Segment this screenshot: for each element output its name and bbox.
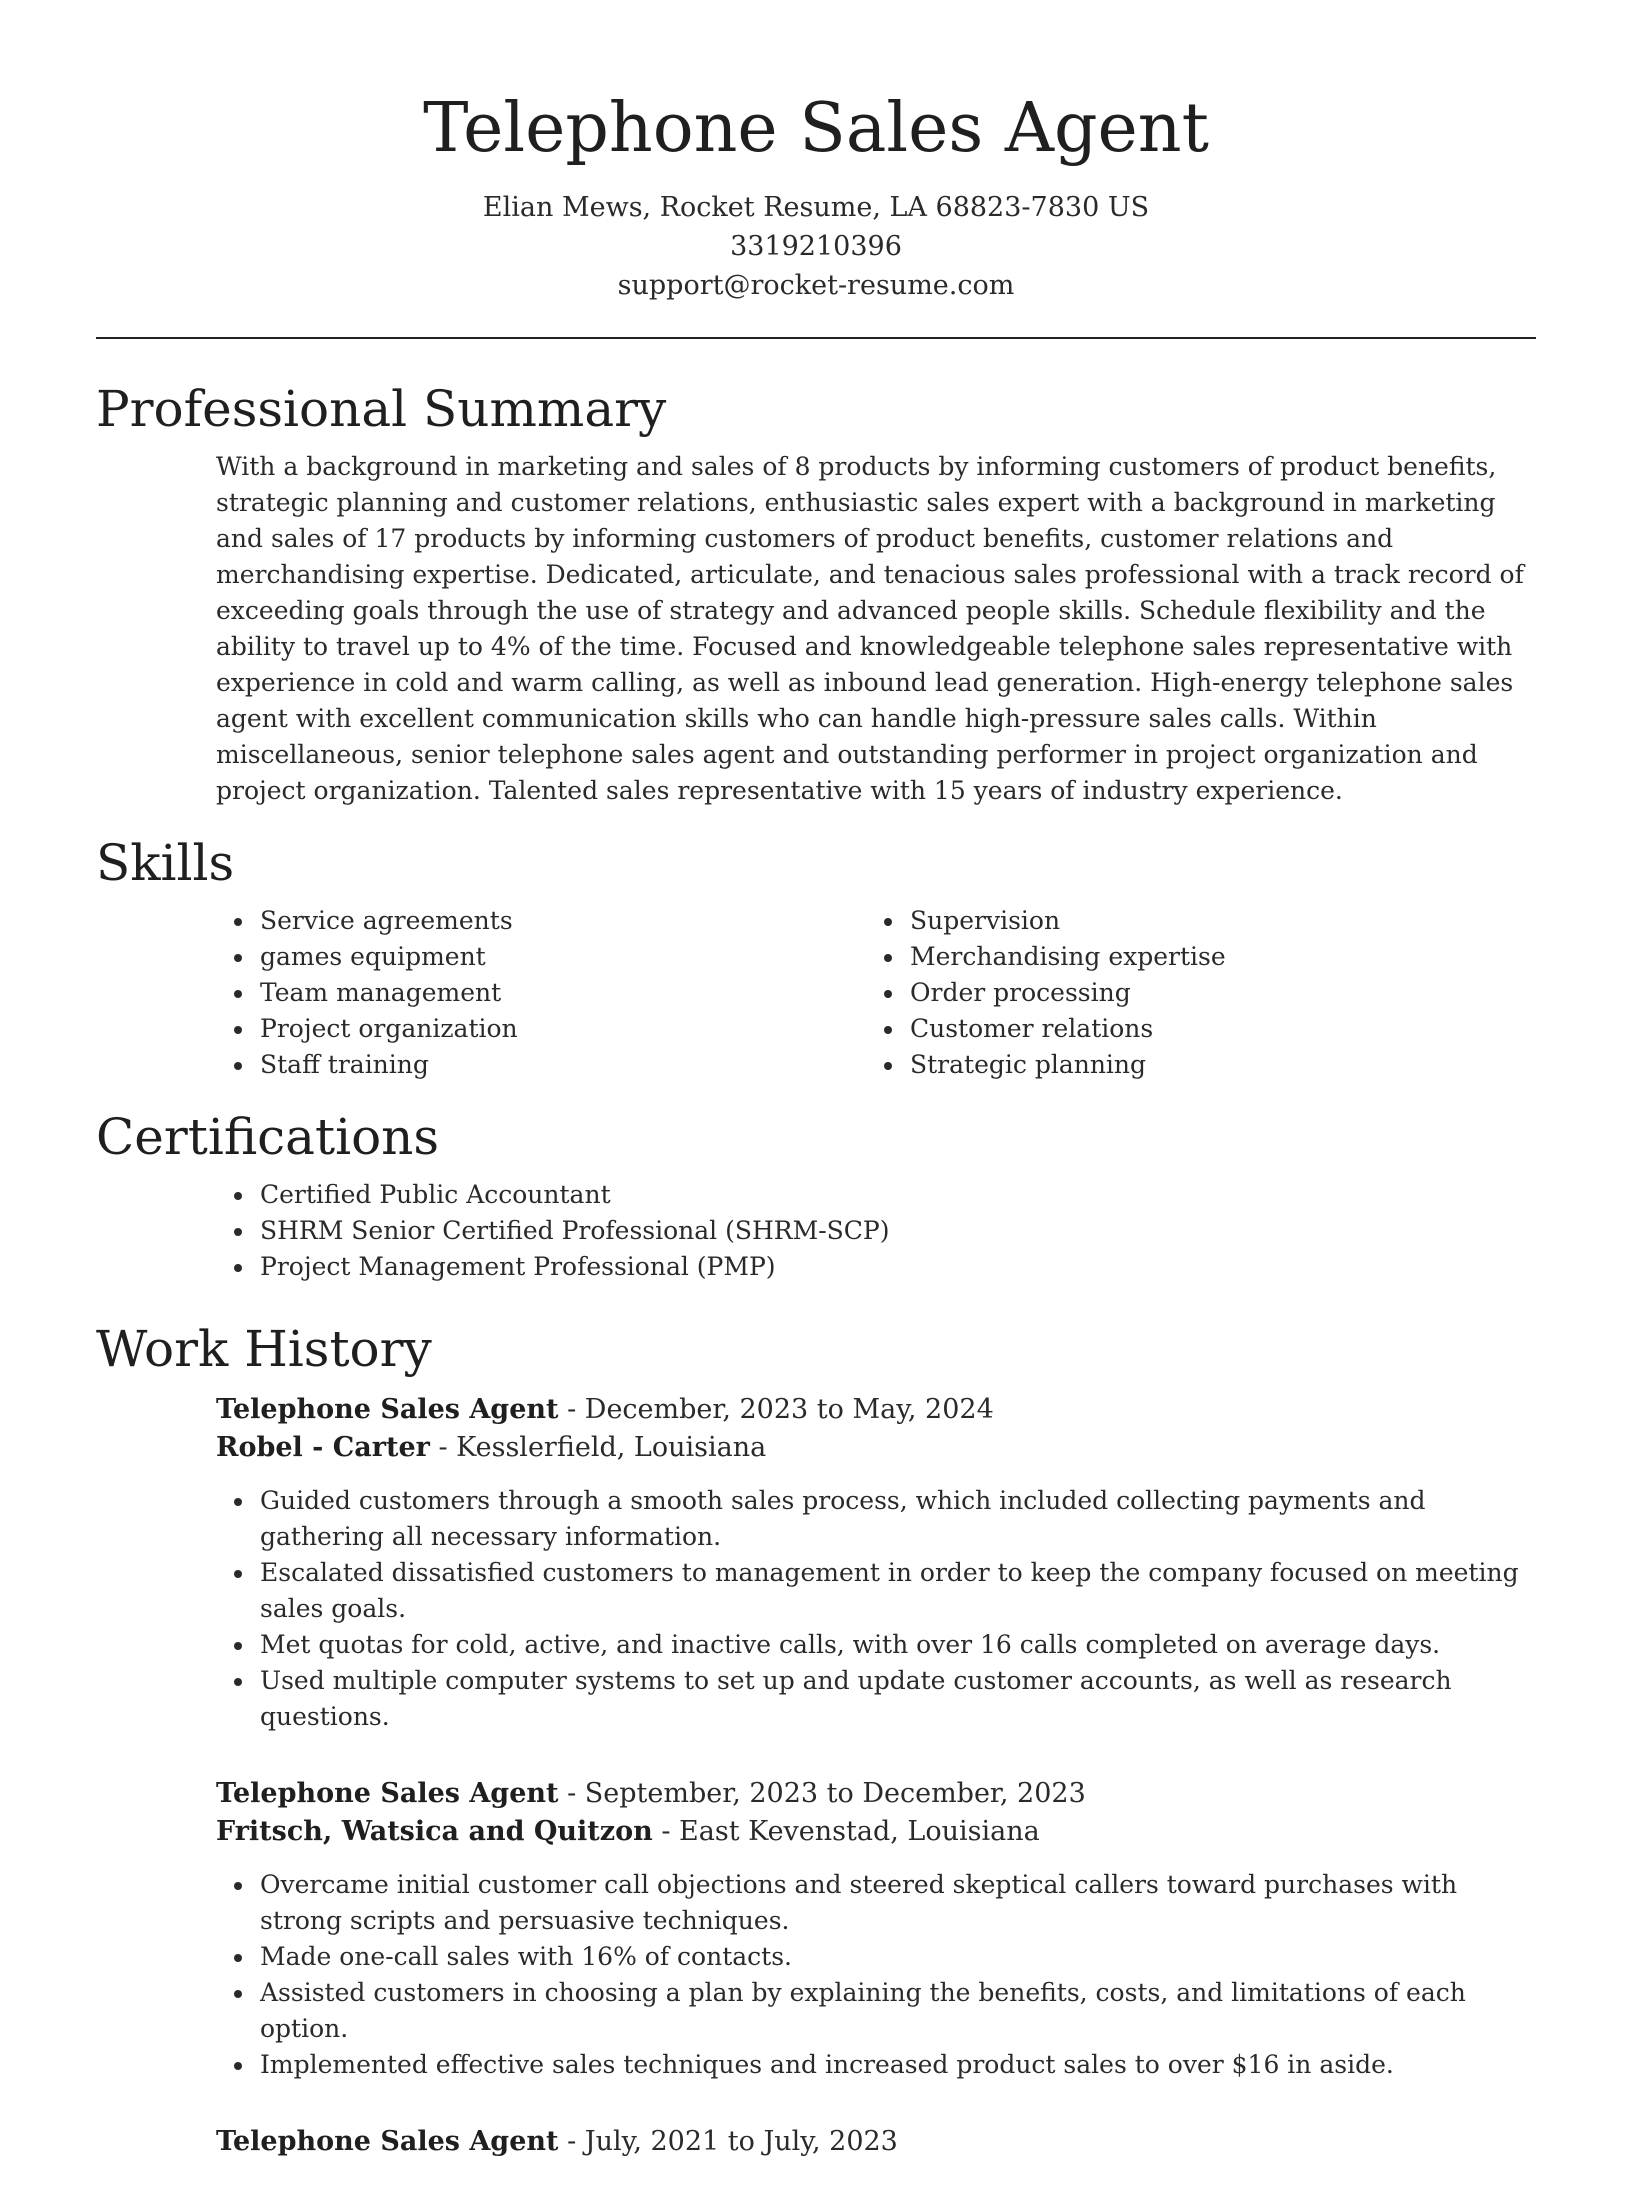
skill-item: Team management: [260, 975, 866, 1011]
skill-item: Strategic planning: [910, 1047, 1516, 1083]
job-separator: -: [567, 1778, 585, 1809]
skills-heading: Skills: [96, 834, 235, 892]
contact-phone: 3319210396: [730, 231, 902, 262]
skill-item: Supervision: [910, 903, 1516, 939]
summary-heading: Professional Summary: [96, 380, 667, 438]
job-bullet: Used multiple computer systems to set up and update customer accounts, as well as research questions.: [260, 1663, 1536, 1735]
skill-item: games equipment: [260, 939, 866, 975]
job-entry: [216, 1391, 1536, 1735]
job-title: Telephone Sales Agent: [216, 2126, 559, 2157]
job-bullet: Implemented effective sales techniques and increased product sales to over $16 in aside.: [260, 2047, 1536, 2083]
contact-email: support@rocket-resume.com: [617, 270, 1015, 301]
skill-item: Project organization: [260, 1011, 866, 1047]
job-entry: [216, 1775, 1536, 2083]
job-bullet: Met quotas for cold, active, and inactive calls, with over 16 calls completed on average days.: [260, 1627, 1536, 1663]
work-history-section: [96, 1317, 1536, 2161]
contact-info: [96, 188, 1536, 305]
job-title: Telephone Sales Agent: [216, 1394, 559, 1425]
summary-text: With a background in marketing and sales of 8 products by informing customers of product benefits, strategic planning and customer relations, enthusiastic sales expert with a background in marketing and sales of 17 products by informing customers of product benefits, customer relations and merchandising expertise. Dedicated, articulate, and tenacious sales professional with a track record of exceeding goals through the use of strategy and advanced people skills. Schedule flexibility and the ability to travel up to 4% of the time. Focused and knowledgeable telephone sales representative with experience in cold and warm calling, as well as inbound lead generation. High-energy telephone sales agent with excellent communication skills who can handle high-pressure sales calls. Within miscellaneous, senior telephone sales agent and outstanding performer in project organization and project organization. Talented sales representative with 15 years of industry experience.: [216, 452, 1524, 805]
job-title-line: [216, 1775, 1536, 1813]
job-bullet: Guided customers through a smooth sales process, which included collecting payments and gathering all necessary information.: [260, 1483, 1536, 1555]
skill-item: Service agreements: [260, 903, 866, 939]
job-company: Fritsch, Watsica and Quitzon: [216, 1816, 653, 1847]
contact-address: Elian Mews, Rocket Resume, LA 68823-7830 US: [482, 192, 1150, 223]
job-title: Telephone Sales Agent: [216, 1778, 559, 1809]
work-history-heading: Work History: [96, 1320, 432, 1378]
skills-grid: [216, 903, 1536, 1083]
skill-item: Order processing: [910, 975, 1516, 1011]
job-title-line: [216, 2123, 1536, 2161]
skills-section: [96, 831, 1536, 1083]
job-bullet: Made one-call sales with 16% of contacts.: [260, 1939, 1536, 1975]
job-bullet: Escalated dissatisfied customers to management in order to keep the company focused on meeting sales goals.: [260, 1555, 1536, 1627]
certifications-heading: Certifications: [96, 1108, 440, 1166]
job-dates: December, 2023 to May, 2024: [584, 1394, 994, 1425]
skill-item: Customer relations: [910, 1011, 1516, 1047]
resume-page: [96, 0, 1536, 2201]
job-company-line: [216, 1813, 1536, 1851]
skills-column-left: [216, 903, 866, 1083]
job-title-line: [216, 1391, 1536, 1429]
job-company-line: [216, 1429, 1536, 1467]
skill-item: Merchandising expertise: [910, 939, 1516, 975]
certification-item: Certified Public Accountant: [260, 1177, 1536, 1213]
job-location: Kesslerfield, Louisiana: [456, 1432, 767, 1463]
certifications-section: [96, 1105, 1536, 1285]
job-separator: -: [567, 2126, 585, 2157]
job-company: Robel - Carter: [216, 1432, 430, 1463]
job-entry: [216, 2123, 1536, 2161]
job-location: East Kevenstad, Louisiana: [679, 1816, 1040, 1847]
skill-item: Staff training: [260, 1047, 866, 1083]
resume-header: [96, 0, 1536, 305]
certification-item: SHRM Senior Certified Professional (SHRM-SCP): [260, 1213, 1536, 1249]
job-dates: September, 2023 to December, 2023: [584, 1778, 1086, 1809]
job-dates: July, 2021 to July, 2023: [584, 2126, 898, 2157]
job-separator: -: [438, 1432, 457, 1463]
job-separator: -: [661, 1816, 680, 1847]
page-title: Telephone Sales Agent: [423, 89, 1209, 168]
skills-column-right: [866, 903, 1516, 1083]
header-divider: [96, 337, 1536, 339]
job-bullet: Assisted customers in choosing a plan by explaining the benefits, costs, and limitations of each option.: [260, 1975, 1536, 2047]
certification-item: Project Management Professional (PMP): [260, 1249, 1536, 1285]
job-separator: -: [567, 1394, 585, 1425]
job-bullet: Overcame initial customer call objections and steered skeptical callers toward purchases with strong scripts and persuasive techniques.: [260, 1867, 1536, 1939]
summary-section: [96, 377, 1536, 809]
